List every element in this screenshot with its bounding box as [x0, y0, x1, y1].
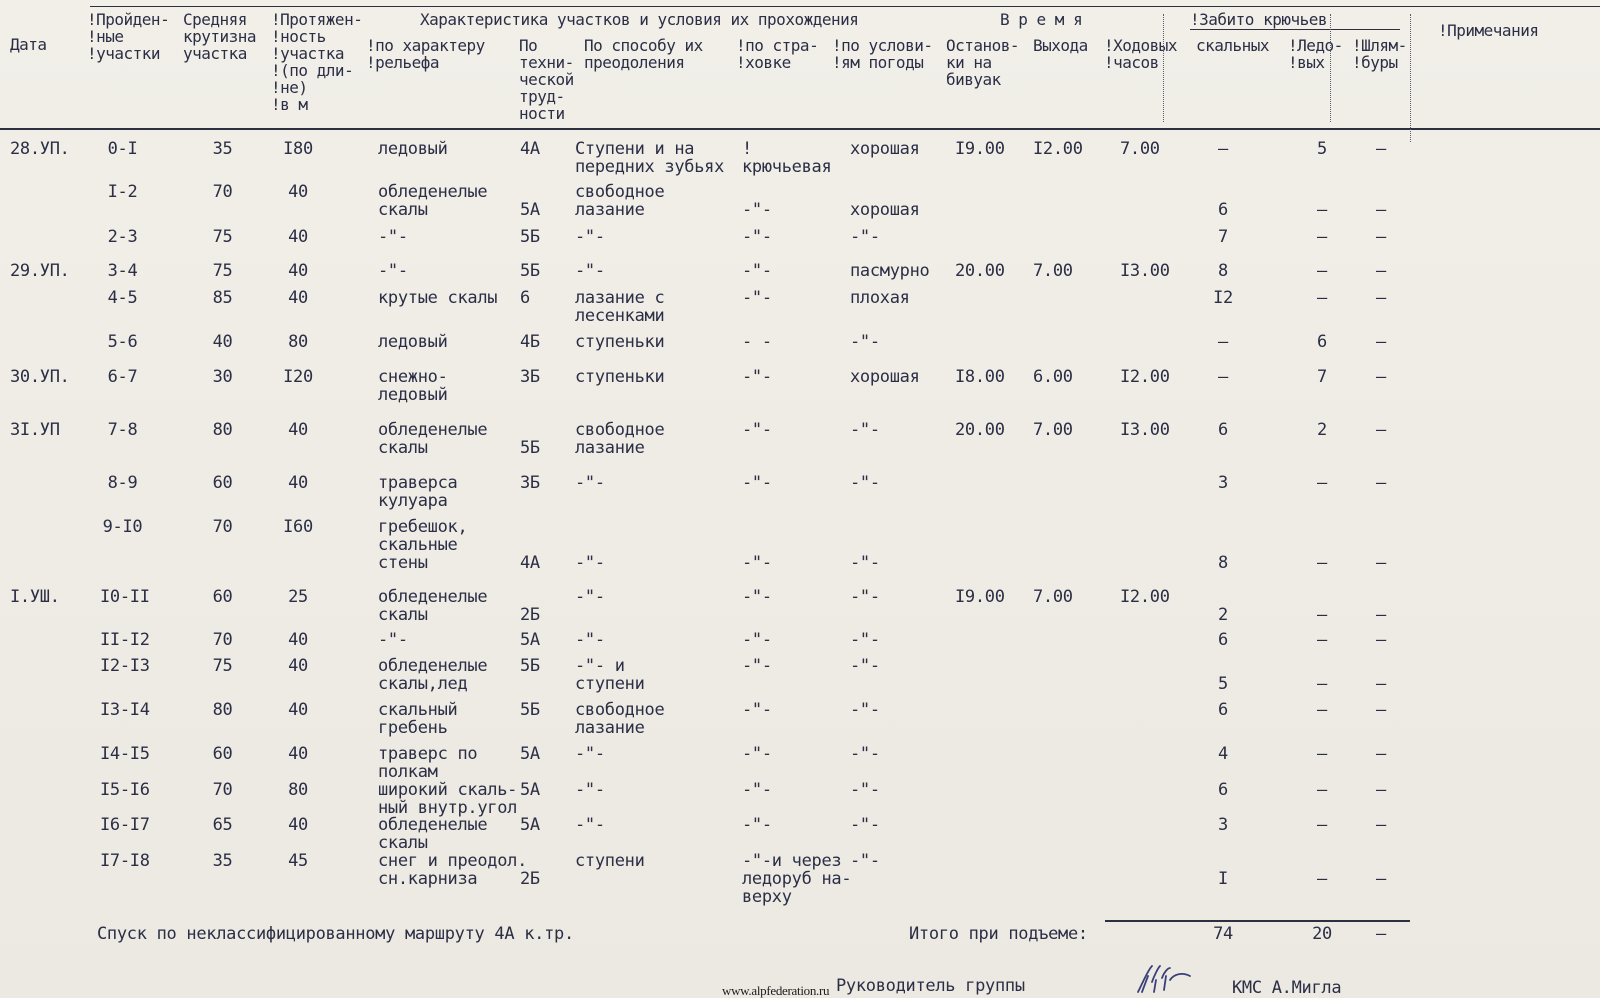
cell-bolts: –	[1376, 700, 1386, 720]
cell-weather: -"-	[850, 851, 880, 871]
cell-exit: 6.00	[1033, 367, 1073, 387]
cell-diff: 5Б	[520, 261, 540, 281]
cell-rock: 3	[1218, 473, 1228, 493]
cell-rock: 3	[1218, 815, 1228, 835]
cell-relief: снег и преодол. сн.карниза	[378, 851, 528, 889]
cell-rock: 6	[1218, 420, 1228, 440]
cell-relief: гребешок, скальные стены	[378, 517, 468, 573]
cell-method: Ступени и на передних зубьях	[575, 139, 725, 177]
cell-diff: 5А	[520, 630, 540, 650]
totals-rule	[1105, 920, 1410, 922]
cell-diff: 4А	[520, 553, 540, 573]
cell-seg: 7-8	[107, 420, 138, 440]
cell-method: лазание с лесенками	[575, 288, 665, 326]
cell-steep: 35	[212, 851, 233, 871]
cell-len: 40	[288, 261, 308, 281]
cell-rock: –	[1218, 367, 1228, 387]
cell-hours: 7.00	[1120, 139, 1160, 159]
cell-steep: 30	[212, 367, 233, 387]
cell-ice: –	[1317, 744, 1327, 764]
cell-diff: 5Б	[520, 700, 540, 720]
header-steepness: Средняя крутизна участка	[183, 10, 257, 63]
cell-method: -"-	[575, 553, 605, 573]
cell-relief: ледовый	[378, 332, 448, 352]
cell-method: свободное лазание	[575, 182, 665, 220]
cell-len: 40	[288, 227, 308, 247]
cell-belay: -"-	[742, 227, 772, 247]
cell-bolts: –	[1376, 744, 1386, 764]
cell-belay: -"-	[742, 553, 772, 573]
cell-relief: обледенелые скалы	[378, 587, 488, 625]
cell-exit: 7.00	[1033, 420, 1073, 440]
cell-relief: обледенелые скалы,лед	[378, 656, 488, 694]
cell-relief: -"-	[378, 630, 408, 650]
leader-label: Руководитель группы	[836, 976, 1025, 996]
cell-len: 40	[288, 473, 308, 493]
cell-steep: 70	[212, 780, 233, 800]
total-rock: 74	[1213, 924, 1233, 944]
header-group-title: Характеристика участков и условия их прохождения	[420, 10, 859, 29]
cell-belay: ! крючьевая	[742, 139, 832, 177]
cell-rock: 2	[1218, 605, 1228, 625]
cell-rock: 7	[1218, 227, 1228, 247]
cell-len: 40	[288, 700, 308, 720]
cell-ice: –	[1317, 780, 1327, 800]
cell-stop: I9.00	[955, 587, 1005, 607]
cell-bolts: –	[1376, 473, 1386, 493]
cell-exit: 7.00	[1033, 587, 1073, 607]
cell-bolts: –	[1376, 139, 1386, 159]
cell-len: 40	[288, 815, 308, 835]
cell-seg: 3-4	[107, 261, 138, 281]
cell-steep: 65	[212, 815, 233, 835]
cell-ice: 2	[1317, 420, 1327, 440]
header-belay: !по стра- !ховке	[736, 36, 819, 72]
cell-ice: –	[1317, 605, 1327, 625]
cell-ice: 7	[1317, 367, 1327, 387]
column-divider	[1163, 14, 1165, 122]
cell-diff: 3Б	[520, 367, 540, 387]
cell-len: 40	[288, 656, 308, 676]
cell-steep: 40	[212, 332, 233, 352]
cell-stop: I8.00	[955, 367, 1005, 387]
cell-steep: 75	[212, 227, 233, 247]
cell-weather: -"-	[850, 473, 880, 493]
top-rule	[90, 6, 1600, 7]
cell-rock: 6	[1218, 700, 1228, 720]
cell-len: 40	[288, 182, 308, 202]
cell-weather: хорошая	[850, 200, 920, 220]
cell-len: 45	[288, 851, 308, 871]
cell-method: свободное лазание	[575, 700, 665, 738]
cell-rock: 5	[1218, 674, 1228, 694]
cell-bolts: –	[1376, 367, 1386, 387]
cell-method: ступеньки	[575, 367, 665, 387]
cell-hours: I2.00	[1120, 367, 1170, 387]
header-passed: !Пройден- !ные !участки	[87, 10, 170, 63]
cell-belay: -"-	[742, 630, 772, 650]
cell-method: ступени	[575, 851, 645, 871]
header-rock: скальных	[1196, 36, 1270, 55]
signature-image	[1134, 962, 1194, 996]
cell-steep: 70	[212, 630, 233, 650]
header-method: По способу их преодоления	[584, 36, 703, 72]
cell-steep: 75	[212, 656, 233, 676]
column-divider	[1410, 14, 1412, 142]
cell-date: I.УШ.	[10, 587, 60, 607]
cell-bolts: –	[1376, 261, 1386, 281]
cell-bolts: –	[1376, 674, 1386, 694]
cell-belay: -"-	[742, 587, 772, 607]
header-sub-rule	[1190, 29, 1400, 30]
cell-len: 40	[288, 630, 308, 650]
cell-relief: ледовый	[378, 139, 448, 159]
cell-belay: -"-	[742, 744, 772, 764]
cell-ice: –	[1317, 227, 1327, 247]
cell-seg: 4-5	[107, 288, 138, 308]
cell-bolts: –	[1376, 605, 1386, 625]
cell-len: 40	[288, 744, 308, 764]
cell-relief: обледенелые скалы	[378, 182, 488, 220]
cell-diff: 6	[520, 288, 530, 308]
header-ice: !Ледо- !вых	[1288, 36, 1343, 72]
cell-relief: траверс по полкам	[378, 744, 478, 782]
cell-belay: -"-	[742, 367, 772, 387]
cell-relief: скальный гребень	[378, 700, 458, 738]
cell-diff: 5А	[520, 744, 540, 764]
cell-relief: снежно- ледовый	[378, 367, 448, 405]
header-bottom-rule	[0, 128, 1600, 130]
cell-seg: 8-9	[107, 473, 138, 493]
cell-len: I60	[283, 517, 313, 537]
header-pitons-title: !Забито крючьев	[1190, 10, 1327, 29]
cell-steep: 60	[212, 473, 233, 493]
cell-seg: I3-I4	[100, 700, 150, 720]
cell-method: -"-	[575, 630, 605, 650]
cell-weather: -"-	[850, 815, 880, 835]
cell-diff: 2Б	[520, 869, 540, 889]
cell-belay: - -	[742, 332, 772, 352]
cell-ice: –	[1317, 261, 1327, 281]
cell-belay: -"-	[742, 700, 772, 720]
cell-method: свободное лазание	[575, 420, 665, 458]
cell-relief: траверса кулуара	[378, 473, 458, 511]
cell-seg: I4-I5	[100, 744, 150, 764]
cell-weather: -"-	[850, 744, 880, 764]
cell-belay: -"-	[742, 288, 772, 308]
header-time-title: В р е м я	[1000, 10, 1083, 29]
cell-method: -"-	[575, 815, 605, 835]
cell-steep: 70	[212, 182, 233, 202]
cell-weather: -"-	[850, 227, 880, 247]
cell-seg: 6-7	[107, 367, 138, 387]
cell-steep: 35	[212, 139, 233, 159]
cell-diff: 4А	[520, 139, 540, 159]
cell-relief: обледенелые скалы	[378, 420, 488, 458]
cell-bolts: –	[1376, 869, 1386, 889]
cell-method: -"-	[575, 473, 605, 493]
cell-len: 40	[288, 420, 308, 440]
cell-rock: I2	[1213, 288, 1233, 308]
cell-diff: 5Б	[520, 656, 540, 676]
cell-method: -"-	[575, 587, 605, 607]
cell-exit: I2.00	[1033, 139, 1083, 159]
cell-seg: 2-3	[107, 227, 138, 247]
cell-seg: 9-I0	[102, 517, 143, 537]
cell-len: 25	[288, 587, 308, 607]
cell-bolts: –	[1376, 288, 1386, 308]
cell-rock: –	[1218, 139, 1228, 159]
cell-seg: I0-II	[100, 587, 150, 607]
cell-weather: -"-	[850, 420, 880, 440]
cell-ice: –	[1317, 200, 1327, 220]
cell-bolts: –	[1376, 420, 1386, 440]
cell-method: -"-	[575, 261, 605, 281]
cell-ice: –	[1317, 553, 1327, 573]
cell-weather: -"-	[850, 700, 880, 720]
cell-stop: I9.00	[955, 139, 1005, 159]
cell-diff: 5А	[520, 815, 540, 835]
cell-relief: -"-	[378, 227, 408, 247]
cell-ice: –	[1317, 473, 1327, 493]
cell-rock: 8	[1218, 553, 1228, 573]
cell-belay: -"-	[742, 473, 772, 493]
cell-bolts: –	[1376, 780, 1386, 800]
cell-belay: -"-	[742, 261, 772, 281]
cell-diff: 5А	[520, 780, 540, 800]
cell-ice: –	[1317, 700, 1327, 720]
header-difficulty: По техни- ческой труд- ности	[519, 36, 574, 123]
cell-bolts: –	[1376, 815, 1386, 835]
cell-seg: I7-I8	[100, 851, 150, 871]
cell-rock: I	[1218, 869, 1228, 889]
header-exits: Выхода	[1033, 36, 1088, 55]
cell-weather: -"-	[850, 332, 880, 352]
cell-weather: -"-	[850, 630, 880, 650]
watermark: www.alpfederation.ru	[722, 983, 830, 998]
cell-weather: хорошая	[850, 139, 920, 159]
cell-diff: 3Б	[520, 473, 540, 493]
cell-steep: 60	[212, 587, 233, 607]
cell-ice: 5	[1317, 139, 1327, 159]
header-bolts: !Шлям- !буры	[1352, 36, 1407, 72]
cell-diff: 4Б	[520, 332, 540, 352]
descent-note: Спуск по неклассифицированному маршруту 4А к.тр.	[97, 924, 574, 944]
cell-belay: -"-	[742, 656, 772, 676]
cell-diff: 5А	[520, 200, 540, 220]
cell-ice: –	[1317, 869, 1327, 889]
cell-steep: 60	[212, 744, 233, 764]
cell-ice: –	[1317, 630, 1327, 650]
cell-bolts: –	[1376, 200, 1386, 220]
cell-weather: -"-	[850, 587, 880, 607]
cell-stop: 20.00	[955, 261, 1005, 281]
cell-ice: –	[1317, 288, 1327, 308]
header-stops: Останов- ки на бивуак	[946, 36, 1020, 89]
header-relief: !по характеру !рельефа	[366, 36, 485, 72]
cell-seg: 0-I	[107, 139, 138, 159]
cell-hours: I3.00	[1120, 261, 1170, 281]
cell-bolts: –	[1376, 227, 1386, 247]
cell-seg: I6-I7	[100, 815, 150, 835]
cell-steep: 70	[212, 517, 233, 537]
cell-relief: -"-	[378, 261, 408, 281]
cell-method: -"-	[575, 744, 605, 764]
cell-steep: 80	[212, 420, 233, 440]
cell-date: 29.УП.	[10, 261, 70, 281]
cell-rock: –	[1218, 332, 1228, 352]
header-notes: !Примечания	[1438, 21, 1539, 40]
cell-method: -"- и ступени	[575, 656, 645, 694]
cell-belay: -"-	[742, 420, 772, 440]
cell-bolts: –	[1376, 630, 1386, 650]
cell-diff: 5Б	[520, 438, 540, 458]
cell-ice: 6	[1317, 332, 1327, 352]
cell-weather: плохая	[850, 288, 910, 308]
leader-name: КМС А.Мигла	[1232, 978, 1342, 998]
cell-relief: обледенелые скалы	[378, 815, 488, 853]
column-divider	[1330, 14, 1332, 122]
cell-ice: –	[1317, 674, 1327, 694]
header-length: !Протяжен- !ность !участка !(по дли- !не) !в м	[271, 10, 363, 114]
cell-weather: -"-	[850, 780, 880, 800]
header-date: Дата	[10, 35, 47, 54]
cell-rock: 6	[1218, 630, 1228, 650]
cell-seg: I-2	[107, 182, 138, 202]
cell-weather: пасмурно	[850, 261, 930, 281]
cell-rock: 4	[1218, 744, 1228, 764]
cell-weather: хорошая	[850, 367, 920, 387]
cell-method: -"-	[575, 227, 605, 247]
header-walk-hours: !Ходовых !часов	[1104, 36, 1178, 72]
cell-seg: II-I2	[100, 630, 150, 650]
cell-belay: -"-	[742, 200, 772, 220]
cell-weather: -"-	[850, 656, 880, 676]
cell-len: I80	[283, 139, 313, 159]
cell-belay: -"-	[742, 815, 772, 835]
cell-len: I20	[283, 367, 313, 387]
cell-steep: 80	[212, 700, 233, 720]
cell-rock: 8	[1218, 261, 1228, 281]
cell-ice: –	[1317, 815, 1327, 835]
cell-len: 80	[288, 780, 308, 800]
cell-method: ступеньки	[575, 332, 665, 352]
cell-stop: 20.00	[955, 420, 1005, 440]
cell-relief: крутые скалы	[378, 288, 498, 308]
cell-seg: 5-6	[107, 332, 138, 352]
cell-weather: -"-	[850, 553, 880, 573]
cell-len: 80	[288, 332, 308, 352]
cell-belay: -"-	[742, 780, 772, 800]
cell-hours: I3.00	[1120, 420, 1170, 440]
total-label: Итого при подъеме:	[909, 924, 1088, 944]
cell-bolts: –	[1376, 332, 1386, 352]
cell-belay: -"-и через ледоруб на- верху	[742, 851, 852, 907]
cell-bolts: –	[1376, 553, 1386, 573]
total-ice: 20	[1312, 924, 1332, 944]
cell-seg: I5-I6	[100, 780, 150, 800]
cell-date: 28.УП.	[10, 139, 70, 159]
cell-rock: 6	[1218, 200, 1228, 220]
cell-date: 3I.УП	[10, 420, 60, 440]
cell-steep: 85	[212, 288, 233, 308]
cell-diff: 2Б	[520, 605, 540, 625]
cell-diff: 5Б	[520, 227, 540, 247]
cell-date: 30.УП.	[10, 367, 70, 387]
cell-hours: I2.00	[1120, 587, 1170, 607]
cell-exit: 7.00	[1033, 261, 1073, 281]
cell-steep: 75	[212, 261, 233, 281]
cell-rock: 6	[1218, 780, 1228, 800]
header-weather: !по услови- !ям погоды	[832, 36, 933, 72]
cell-relief: широкий скаль- ный внутр.угол	[378, 780, 518, 818]
cell-len: 40	[288, 288, 308, 308]
cell-method: -"-	[575, 780, 605, 800]
cell-seg: I2-I3	[100, 656, 150, 676]
total-bolts: –	[1376, 924, 1386, 944]
